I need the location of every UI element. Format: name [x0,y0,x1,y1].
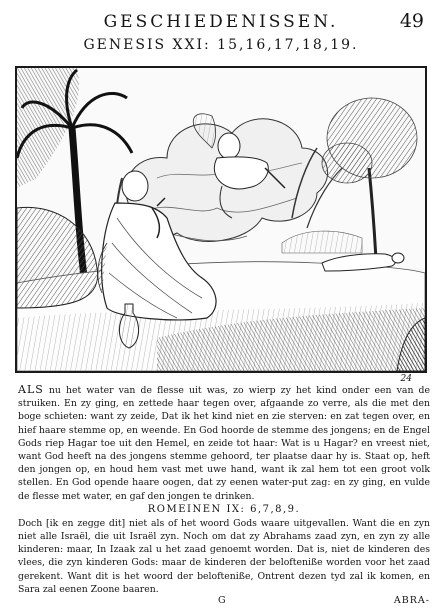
signature-mark: G [218,595,226,606]
genesis-paragraph [18,383,430,503]
running-title: GESCHIEDENISSEN. [103,12,339,32]
catchword: ABRA- [393,595,430,606]
scripture-reference: GENESIS XXI: 15,16,17,18,19. [83,37,359,53]
paragraph-text: nu het water van de flesse uit was, zo wierp zy het kind onder een van de struiken. En zy ging, en zettede haar tegen over, afgaande zo verre, als die met den boge schieten: want zy zeide, Dat ik het kind niet en zie sterven: en zat tegen over, en hief haare stemme op, en weende. En God hoorde de stemme des jongens; en de Engel Gods riep Hagar toe uit den Hemel, en zeide tot haar: Wat is u Hagar? en vreest niet, want God heeft na des jongens stemme gehoord, ter plaatse daar hy is. Staat op, heft den jongen op, en houd hem vast met uwe hand, want ik zal hem tot een groot volk stellen. En God opende haare oogen, dat zy eenen water-put zag: en zy ging, en vulde de flesse met water, en gaf den jongen te drinken. [18,385,430,502]
engraving-illustration [15,66,427,373]
romans-reference: ROMEINEN IX: 6,7,8,9. [147,503,301,515]
plate-number: 24 [400,374,412,384]
page-number: 49 [399,10,424,32]
paragraph-opening-word: ALS [18,383,44,396]
romans-paragraph: Doch [ik en zegge dit] niet als of het woord Gods waare uitgevallen. Want die en zyn niet alle Israël, die uit Israël zyn. Noch om dat zy Abrahams zaad zyn, en zyn zy alle kinderen: maar, In Izaak zal u het zaad genoemt worden. Dat is, niet de kinderen des vlees, die zyn kinderen Gods: maar de kinderen der belofteniße worden voor het zaad gerekent. Want dit is het woord der belofteniße, Ontrent dezen tyd zal ik komen, en Sara zal eenen Zoone baaren. [18,517,430,595]
page-footer [18,595,430,609]
body-text [18,383,430,596]
